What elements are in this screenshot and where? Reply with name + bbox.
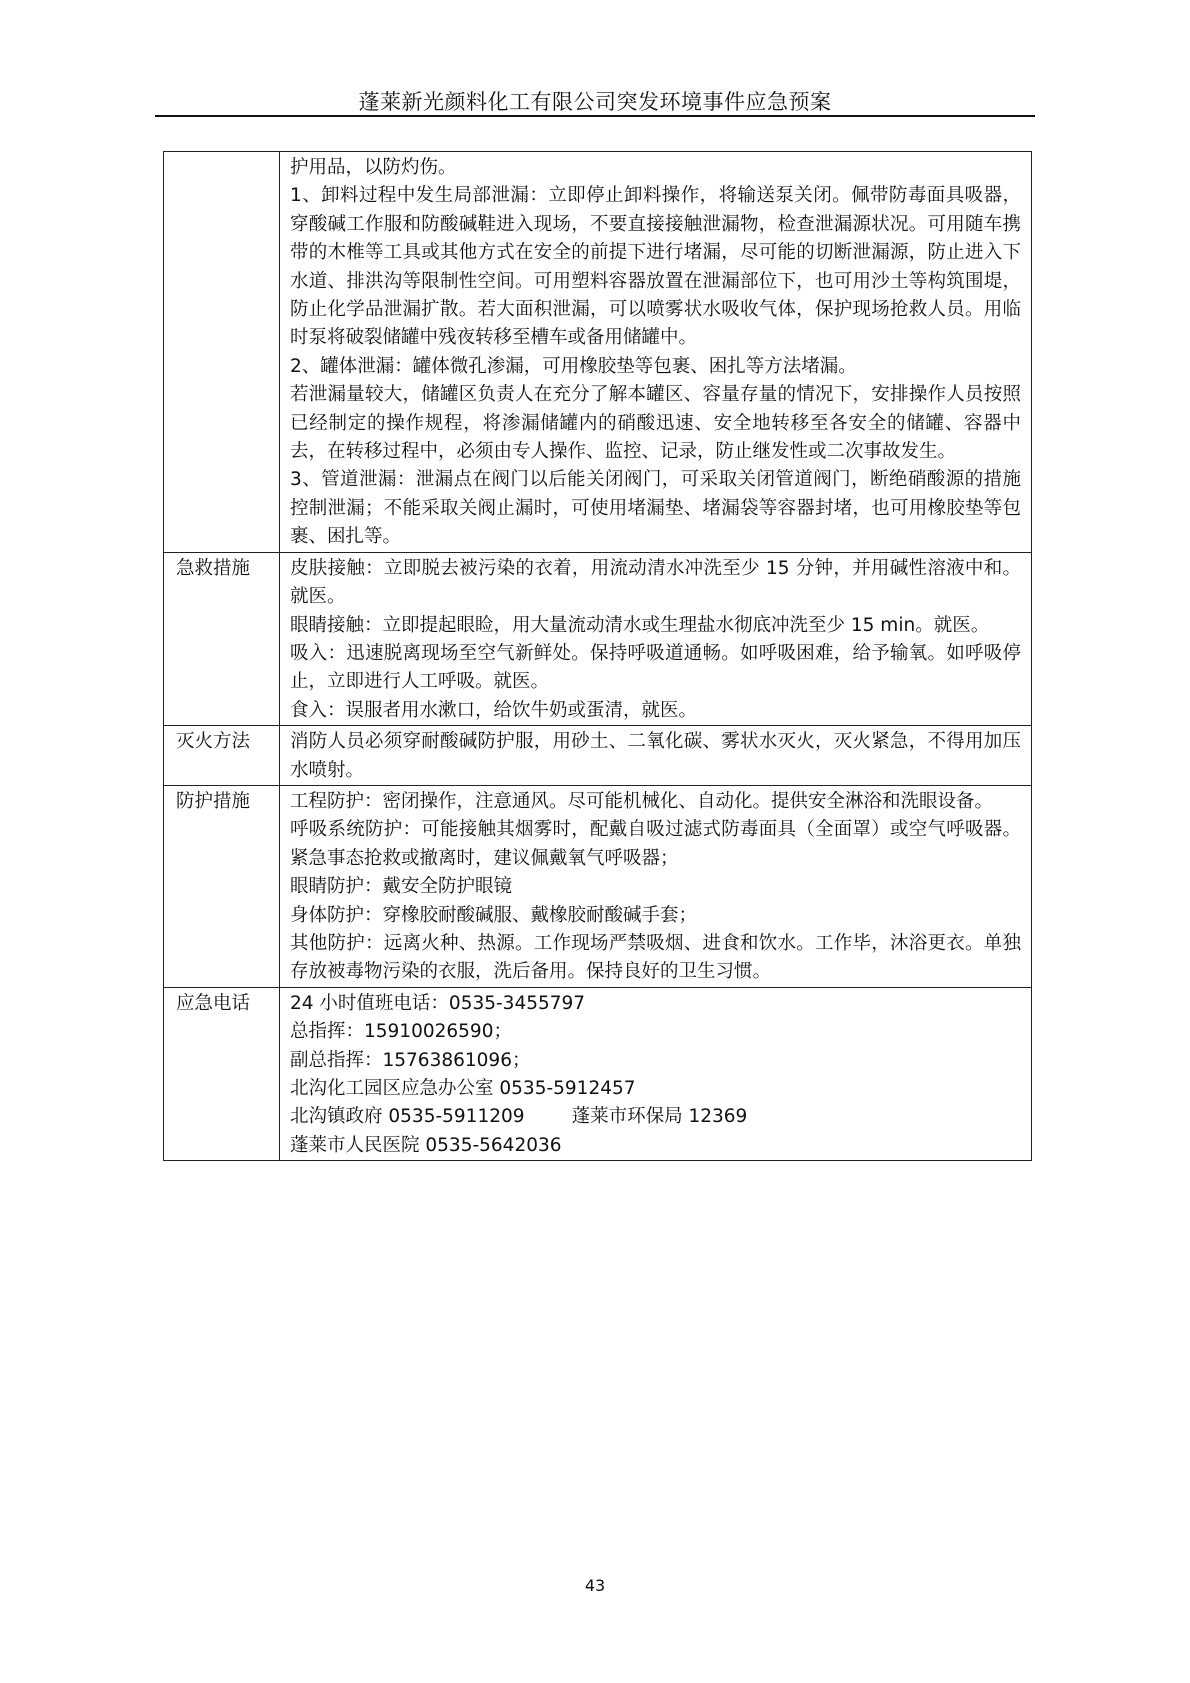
- row-content: [280, 152, 1032, 553]
- page-number: 43: [584, 1576, 606, 1595]
- phone-entry: 北沟镇政府 0535-5911209 蓬莱市环保局 12369: [290, 1106, 748, 1128]
- content-paragraph: 其他防护：远离火种、热源。工作现场严禁吸烟、进食和饮水。工作毕，沐浴更衣。单独存放被毒物污染的衣服，洗后备用。保持良好的卫生习惯。: [290, 932, 1021, 983]
- table-row: [164, 552, 1032, 725]
- content-paragraph: 眼睛接触：立即提起眼睑，用大量流动清水或生理盐水彻底冲洗至少 15 min。就医。: [290, 614, 990, 636]
- row-content: [280, 987, 1032, 1160]
- table-row: [164, 726, 1032, 786]
- content-paragraph: 呼吸系统防护：可能接触其烟雾时，配戴自吸过滤式防毒面具（全面罩）或空气呼吸器。紧急事态抢救或撤离时，建议佩戴氧气呼吸器；: [290, 819, 1021, 869]
- content-paragraph: 1、卸料过程中发生局部泄漏：立即停止卸料操作，将输送泵关闭。佩带防毒面具吸器，穿酸碱工作服和防酸碱鞋进入现场，不要直接接触泄漏物，检查泄漏源状况。可用随车携带的木椎等工具或其他方式在安全的前提下进行堵漏，尽可能的切断泄漏源，防止进入下水道、排洪沟等限制性空间。可用塑料容器放置在泄漏部位下，也可用沙土等构筑围堤，防止化学品泄漏扩散。若大面积泄漏，可以喷雾状水吸收气体，保护现场抢救人员。用临时泵将破裂储罐中残夜转移至槽车或备用储罐中。: [290, 185, 1021, 349]
- row-content: [280, 785, 1032, 987]
- content-paragraph: 2、罐体泄漏：罐体微孔渗漏，可用橡胶垫等包裹、困扎等方法堵漏。: [290, 355, 857, 377]
- content-paragraph: 若泄漏量较大，储罐区负责人在充分了解本罐区、容量存量的情况下，安排操作人员按照已经制定的操作规程，将渗漏储罐内的硝酸迅速、安全地转移至各安全的储罐、容器中去，在转移过程中，必须由专人操作、监控、记录，防止继发性或二次事故发生。: [290, 384, 1021, 463]
- row-label: 急救措施: [164, 552, 280, 725]
- content-paragraph: 吸入：迅速脱离现场至空气新鲜处。保持呼吸道通畅。如呼吸困难，给予输氧。如呼吸停止，立即进行人工呼吸。就医。: [290, 642, 1021, 693]
- table-row: [164, 987, 1032, 1160]
- header-rule: [155, 115, 1035, 117]
- content-paragraph: 食入：误服者用水漱口，给饮牛奶或蛋清，就医。: [290, 699, 698, 721]
- page-header-title: 蓬莱新光颜料化工有限公司突发环境事件应急预案: [358, 90, 832, 114]
- row-label: 灭火方法: [164, 726, 280, 786]
- phone-entry: 总指挥：15910026590；: [290, 1021, 512, 1043]
- row-label: 防护措施: [164, 785, 280, 987]
- phone-entry: 24 小时值班电话：0535-3455797: [290, 992, 586, 1014]
- content-paragraph: 工程防护：密闭操作，注意通风。尽可能机械化、自动化。提供安全淋浴和洗眼设备。: [290, 790, 994, 812]
- hazard-response-table: [163, 151, 1032, 1161]
- content-paragraph: 护用品，以防灼伤。: [290, 157, 457, 178]
- phone-entry: 副总指挥：15763861096；: [290, 1049, 531, 1071]
- row-content: [280, 552, 1032, 725]
- row-label: 应急电话: [164, 987, 280, 1160]
- row-label: [164, 152, 280, 553]
- table-row: [164, 152, 1032, 553]
- content-paragraph: 身体防护：穿橡胶耐酸碱服、戴橡胶耐酸碱手套；: [290, 904, 698, 926]
- content-paragraph: 消防人员必须穿耐酸碱防护服，用砂土、二氧化碳、雾状水灭火，灭火紧急，不得用加压水喷射。: [290, 731, 1021, 781]
- content-paragraph: 3、管道泄漏：泄漏点在阀门以后能关闭阀门，可采取关闭管道阀门，断绝硝酸源的措施控制泄漏；不能采取关阀止漏时，可使用堵漏垫、堵漏袋等容器封堵，也可用橡胶垫等包裹、困扎等。: [290, 469, 1021, 548]
- phone-entry: 北沟化工园区应急办公室 0535-5912457: [290, 1078, 636, 1099]
- content-paragraph: 眼睛防护：戴安全防护眼镜: [290, 876, 513, 898]
- content-paragraph: 皮肤接触：立即脱去被污染的衣着，用流动清水冲洗至少 15 分钟，并用碱性溶液中和。就医。: [290, 557, 1021, 608]
- row-content: [280, 726, 1032, 786]
- phone-entry: 蓬莱市人民医院 0535-5642036: [290, 1134, 562, 1156]
- table-row: [164, 785, 1032, 987]
